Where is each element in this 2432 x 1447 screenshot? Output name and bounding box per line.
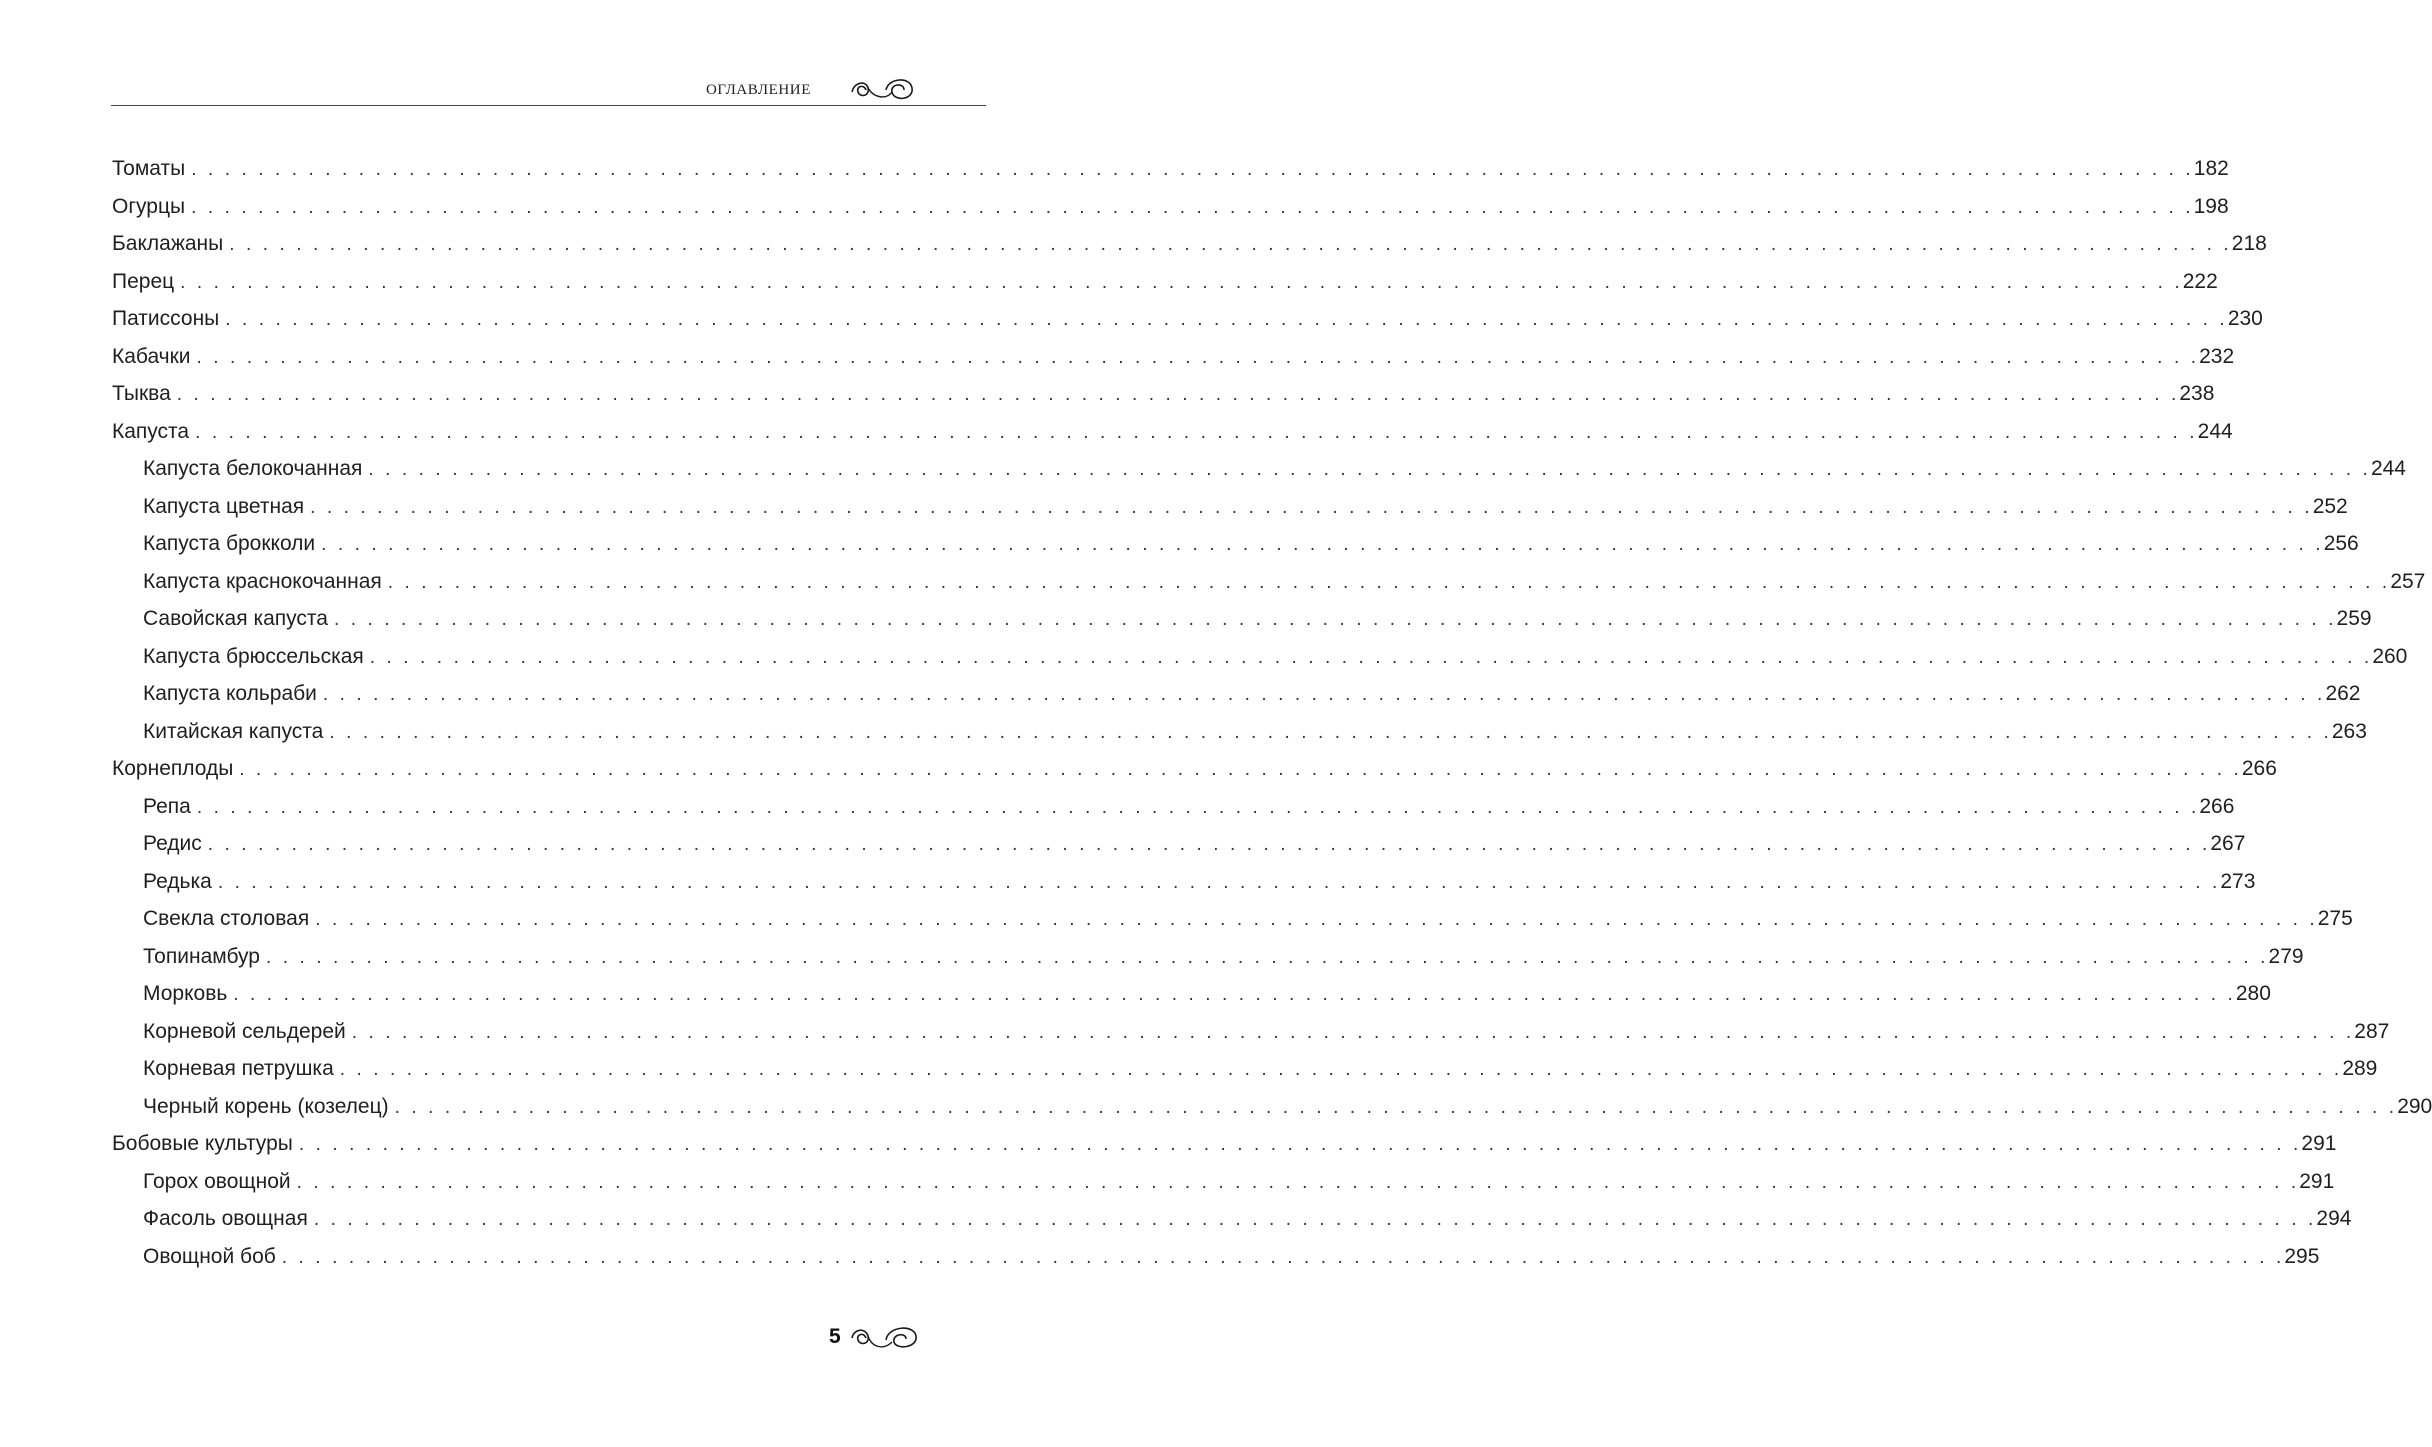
toc-entry-row xyxy=(0,675,2361,713)
toc-entry-title: Капуста краснокочанная xyxy=(143,569,382,593)
toc-page-number: 279 xyxy=(2268,944,2304,968)
toc-page-number: 244 xyxy=(2370,457,2406,480)
toc-dot-leader: . . . . . . . . . . . . . . . . . . . . . . . . . . . . . . . . . . . . . . . . . . . . . . . . . . . . . . . . . . . . . . . . . . . . . . . . . . . . . . . . . . . . . . . . . . . . . . . . . . . . . . . . . . . . . . . . . . . . . . . . xyxy=(369,646,2373,668)
toc-page-number: 182 xyxy=(2193,157,2229,180)
toc-entry-row xyxy=(0,300,2263,338)
toc-entry[interactable] xyxy=(0,525,2359,562)
header-rule xyxy=(111,105,986,106)
toc-entry-title: Тыква xyxy=(112,382,171,405)
toc-entry-row xyxy=(0,788,2235,826)
toc-dot-leader: . . . . . . . . . . . . . . . . . . . . . . . . . . . . . . . . . . . . . . . . . . . . . . . . . . . . . . . . . . . . . . . . . . . . . . . . . . . . . . . . . . . . . . . . . . . . . . . . . . . . . . . . . . . . . . . . . . . . . . . . xyxy=(176,384,2180,405)
toc-entry[interactable] xyxy=(0,1125,2337,1162)
toc-page-number: 260 xyxy=(2372,644,2408,668)
toc-entry-title: Капуста брюссельская xyxy=(143,644,364,668)
toc-page-number: 263 xyxy=(2331,719,2367,743)
toc-dot-leader: . . . . . . . . . . . . . . . . . . . . . . . . . . . . . . . . . . . . . . . . . . . . . . . . . . . . . . . . . . . . . . . . . . . . . . . . . . . . . . . . . . . . . . . . . . . . . . . . . . . . . . . . . . . . . . . . . . . . . . . . xyxy=(225,309,2228,330)
toc-page-number: 280 xyxy=(2235,982,2271,1005)
toc-entry-row xyxy=(0,263,2218,301)
toc-page-number: 238 xyxy=(2179,382,2215,405)
toc-page-number: 198 xyxy=(2193,194,2229,218)
toc-entry-title: Томаты xyxy=(112,157,186,180)
toc-page-number: 218 xyxy=(2231,232,2267,255)
swirl-ornament-icon xyxy=(848,1318,920,1354)
toc-dot-leader: . . . . . . . . . . . . . . . . . . . . . . . . . . . . . . . . . . . . . . . . . . . . . . . . . . . . . . . . . . . . . . . . . . . . . . . . . . . . . . . . . . . . . . . . . . . . . . . . . . . . . . . . . . . . . . . . . . . . . . . . xyxy=(296,1171,2300,1193)
toc-entry[interactable] xyxy=(0,1200,2352,1237)
toc-entry-title: Морковь xyxy=(143,982,228,1005)
toc-entry[interactable] xyxy=(0,225,2267,262)
toc-dot-leader: . . . . . . . . . . . . . . . . . . . . . . . . . . . . . . . . . . . . . . . . . . . . . . . . . . . . . . . . . . . . . . . . . . . . . . . . . . . . . . . . . . . . . . . . . . . . . . . . . . . . . . . . . . . . . . . . . . . . . . . . xyxy=(281,1246,2285,1268)
toc-entry-title: Фасоль овощная xyxy=(143,1207,308,1230)
toc-dot-leader: . . . . . . . . . . . . . . . . . . . . . . . . . . . . . . . . . . . . . . . . . . . . . . . . . . . . . . . . . . . . . . . . . . . . . . . . . . . . . . . . . . . . . . . . . . . . . . . . . . . . . . . . . . . . . . . . . . . . . . . . xyxy=(329,721,2332,743)
toc-dot-leader: . . . . . . . . . . . . . . . . . . . . . . . . . . . . . . . . . . . . . . . . . . . . . . . . . . . . . . . . . . . . . . . . . . . . . . . . . . . . . . . . . . . . . . . . . . . . . . . . . . . . . . . . . . . . . . . . . . . . . . . . xyxy=(387,571,2391,593)
toc-dot-leader: . . . . . . . . . . . . . . . . . . . . . . . . . . . . . . . . . . . . . . . . . . . . . . . . . . . . . . . . . . . . . . . . . . . . . . . . . . . . . . . . . . . . . . . . . . . . . . . . . . . . . . . . . . . . . . . . . . . . . . . . xyxy=(368,459,2371,480)
toc-dot-leader: . . . . . . . . . . . . . . . . . . . . . . . . . . . . . . . . . . . . . . . . . . . . . . . . . . . . . . . . . . . . . . . . . . . . . . . . . . . . . . . . . . . . . . . . . . . . . . . . . . . . . . . . . . . . . . . . . . . . . . . . xyxy=(217,871,2221,893)
toc-entry-title: Корневой сельдерей xyxy=(143,1019,346,1043)
toc-page-number: 267 xyxy=(2210,832,2246,855)
toc-entry[interactable] xyxy=(0,675,2361,712)
toc-entry[interactable] xyxy=(0,263,2218,300)
toc-entry-row xyxy=(0,525,2359,563)
toc-page-number: 291 xyxy=(2299,1169,2335,1193)
toc-entry[interactable] xyxy=(0,900,2353,937)
toc-entry[interactable] xyxy=(0,975,2271,1012)
toc-entry-row xyxy=(0,638,2408,676)
toc-dot-leader: . . . . . . . . . . . . . . . . . . . . . . . . . . . . . . . . . . . . . . . . . . . . . . . . . . . . . . . . . . . . . . . . . . . . . . . . . . . . . . . . . . . . . . . . . . . . . . . . . . . . . . . . . . . . . . . . . . . . . . . . xyxy=(310,496,2313,518)
toc-entry[interactable] xyxy=(0,1013,2390,1050)
toc-dot-leader: . . . . . . . . . . . . . . . . . . . . . . . . . . . . . . . . . . . . . . . . . . . . . . . . . . . . . . . . . . . . . . . . . . . . . . . . . . . . . . . . . . . . . . . . . . . . . . . . . . . . . . . . . . . . . . . . . . . . . . . . xyxy=(394,1096,2398,1118)
toc-entry-title: Капуста xyxy=(112,419,190,443)
toc-page-number: 290 xyxy=(2397,1094,2432,1118)
toc-page-number: 266 xyxy=(2199,794,2235,818)
toc-page-number: 259 xyxy=(2336,607,2372,630)
toc-entry[interactable] xyxy=(0,150,2229,187)
toc-entry-row xyxy=(0,900,2353,938)
toc-entry-title: Кабачки xyxy=(112,344,191,368)
toc-page-number: 266 xyxy=(2241,757,2277,780)
toc-page-number: 222 xyxy=(2182,269,2218,293)
toc-entry-title: Горох овощной xyxy=(143,1169,291,1193)
toc-page-number: 295 xyxy=(2284,1244,2320,1268)
toc-dot-leader: . . . . . . . . . . . . . . . . . . . . . . . . . . . . . . . . . . . . . . . . . . . . . . . . . . . . . . . . . . . . . . . . . . . . . . . . . . . . . . . . . . . . . . . . . . . . . . . . . . . . . . . . . . . . . . . . . . . . . . . . xyxy=(322,684,2326,705)
toc-entry-title: Репа xyxy=(143,794,191,818)
toc-dot-leader: . . . . . . . . . . . . . . . . . . . . . . . . . . . . . . . . . . . . . . . . . . . . . . . . . . . . . . . . . . . . . . . . . . . . . . . . . . . . . . . . . . . . . . . . . . . . . . . . . . . . . . . . . . . . . . . . . . . . . . . . xyxy=(180,271,2183,293)
toc-page-number: 287 xyxy=(2354,1019,2390,1043)
toc-entry-title: Овощной боб xyxy=(143,1244,276,1268)
toc-entry[interactable] xyxy=(0,563,2426,600)
toc-entry-row xyxy=(0,488,2348,526)
toc-entry-row xyxy=(0,1088,2432,1126)
toc-entry-title: Баклажаны xyxy=(112,232,224,255)
toc-dot-leader: . . . . . . . . . . . . . . . . . . . . . . . . . . . . . . . . . . . . . . . . . . . . . . . . . . . . . . . . . . . . . . . . . . . . . . . . . . . . . . . . . . . . . . . . . . . . . . . . . . . . . . . . . . . . . . . . . . . . . . . . xyxy=(233,984,2236,1005)
toc-page-number: 262 xyxy=(2325,682,2361,705)
toc-dot-leader: . . . . . . . . . . . . . . . . . . . . . . . . . . . . . . . . . . . . . . . . . . . . . . . . . . . . . . . . . . . . . . . . . . . . . . . . . . . . . . . . . . . . . . . . . . . . . . . . . . . . . . . . . . . . . . . . . . . . . . . . xyxy=(229,234,2232,255)
toc-entry-title: Бобовые культуры xyxy=(112,1132,293,1155)
toc-page-number: 256 xyxy=(2323,532,2359,555)
toc-entry-title: Корневая петрушка xyxy=(143,1057,334,1080)
toc-entry-title: Капуста брокколи xyxy=(143,532,316,555)
toc-entry[interactable] xyxy=(0,750,2277,787)
toc-entry-title: Редька xyxy=(143,869,212,893)
toc-entry[interactable] xyxy=(0,938,2304,975)
toc-entry[interactable] xyxy=(0,300,2263,337)
toc-page-number: 230 xyxy=(2227,307,2263,330)
toc-entry-title: Савойская капуста xyxy=(143,607,328,630)
toc-entry[interactable] xyxy=(0,863,2256,900)
toc-entry-title: Редис xyxy=(143,832,202,855)
toc-page-number: 275 xyxy=(2317,907,2353,930)
page-number: 5 xyxy=(829,1325,841,1348)
toc-entry-title: Капуста белокочанная xyxy=(143,457,363,480)
toc-dot-leader: . . . . . . . . . . . . . . . . . . . . . . . . . . . . . . . . . . . . . . . . . . . . . . . . . . . . . . . . . . . . . . . . . . . . . . . . . . . . . . . . . . . . . . . . . . . . . . . . . . . . . . . . . . . . . . . . . . . . . . . . xyxy=(265,946,2269,968)
toc-page-number: 294 xyxy=(2316,1207,2352,1230)
toc-dot-leader: . . . . . . . . . . . . . . . . . . . . . . . . . . . . . . . . . . . . . . . . . . . . . . . . . . . . . . . . . . . . . . . . . . . . . . . . . . . . . . . . . . . . . . . . . . . . . . . . . . . . . . . . . . . . . . . . . . . . . . . . xyxy=(191,196,2194,218)
toc-dot-leader: . . . . . . . . . . . . . . . . . . . . . . . . . . . . . . . . . . . . . . . . . . . . . . . . . . . . . . . . . . . . . . . . . . . . . . . . . . . . . . . . . . . . . . . . . . . . . . . . . . . . . . . . . . . . . . . . . . . . . . . . xyxy=(321,534,2324,555)
toc-entry[interactable] xyxy=(0,450,2406,487)
toc-entry-row xyxy=(0,450,2406,488)
toc-entry[interactable] xyxy=(0,825,2246,862)
toc-dot-leader: . . . . . . . . . . . . . . . . . . . . . . . . . . . . . . . . . . . . . . . . . . . . . . . . . . . . . . . . . . . . . . . . . . . . . . . . . . . . . . . . . . . . . . . . . . . . . . . . . . . . . . . . . . . . . . . . . . . . . . . . xyxy=(315,909,2318,930)
toc-entry[interactable] xyxy=(0,413,2233,450)
toc-entry-row xyxy=(0,1163,2335,1201)
toc-entry[interactable] xyxy=(0,1163,2335,1200)
toc-entry[interactable] xyxy=(0,638,2408,675)
toc-dot-leader: . . . . . . . . . . . . . . . . . . . . . . . . . . . . . . . . . . . . . . . . . . . . . . . . . . . . . . . . . . . . . . . . . . . . . . . . . . . . . . . . . . . . . . . . . . . . . . . . . . . . . . . . . . . . . . . . . . . . . . . . xyxy=(196,796,2200,818)
toc-dot-leader: . . . . . . . . . . . . . . . . . . . . . . . . . . . . . . . . . . . . . . . . . . . . . . . . . . . . . . . . . . . . . . . . . . . . . . . . . . . . . . . . . . . . . . . . . . . . . . . . . . . . . . . . . . . . . . . . . . . . . . . . xyxy=(333,609,2337,630)
toc-dot-leader: . . . . . . . . . . . . . . . . . . . . . . . . . . . . . . . . . . . . . . . . . . . . . . . . . . . . . . . . . . . . . . . . . . . . . . . . . . . . . . . . . . . . . . . . . . . . . . . . . . . . . . . . . . . . . . . . . . . . . . . . xyxy=(196,346,2200,368)
toc-dot-leader: . . . . . . . . . . . . . . . . . . . . . . . . . . . . . . . . . . . . . . . . . . . . . . . . . . . . . . . . . . . . . . . . . . . . . . . . . . . . . . . . . . . . . . . . . . . . . . . . . . . . . . . . . . . . . . . . . . . . . . . . xyxy=(351,1021,2355,1043)
toc-entry[interactable] xyxy=(0,488,2348,525)
toc-entry-row xyxy=(0,150,2229,188)
toc-entry-title: Перец xyxy=(112,269,175,293)
toc-entry-row xyxy=(0,338,2235,376)
toc-entry-row xyxy=(0,938,2304,976)
toc-entry-title: Китайская капуста xyxy=(143,719,324,743)
toc-page-number: 244 xyxy=(2197,419,2233,443)
toc-entry[interactable] xyxy=(0,1088,2432,1125)
toc-entry-row xyxy=(0,825,2246,863)
toc-entry[interactable] xyxy=(0,338,2235,375)
toc-entry-row xyxy=(0,600,2372,638)
toc-entry[interactable] xyxy=(0,375,2215,412)
toc-entry-row xyxy=(0,1013,2390,1051)
toc-entry-row xyxy=(0,563,2426,601)
toc-entry[interactable] xyxy=(0,600,2372,637)
toc-entry-title: Патиссоны xyxy=(112,307,220,330)
toc-entry-row xyxy=(0,188,2229,226)
toc-entry-row xyxy=(0,975,2271,1013)
toc-entry[interactable] xyxy=(0,188,2229,225)
toc-entry-row xyxy=(0,713,2367,751)
toc-dot-leader: . . . . . . . . . . . . . . . . . . . . . . . . . . . . . . . . . . . . . . . . . . . . . . . . . . . . . . . . . . . . . . . . . . . . . . . . . . . . . . . . . . . . . . . . . . . . . . . . . . . . . . . . . . . . . . . . . . . . . . . . xyxy=(313,1209,2317,1230)
toc-entry-title: Свекла столовая xyxy=(143,907,310,930)
toc-entry-title: Черный корень (козелец) xyxy=(143,1094,389,1118)
toc-entry-row xyxy=(0,375,2215,413)
toc-page-number: 273 xyxy=(2220,869,2256,893)
toc-page-number: 291 xyxy=(2301,1132,2337,1155)
toc-entry-title: Топинамбур xyxy=(143,944,260,968)
toc-page-number: 257 xyxy=(2390,569,2426,593)
toc-entry-title: Огурцы xyxy=(112,194,186,218)
toc-entry-title: Капуста кольраби xyxy=(143,682,317,705)
toc-page-number: 252 xyxy=(2312,494,2348,518)
toc-entry[interactable] xyxy=(0,1050,2378,1087)
toc-page-number: 232 xyxy=(2199,344,2235,368)
toc-entry[interactable] xyxy=(0,713,2367,750)
toc-entry-row xyxy=(0,1200,2352,1238)
toc-dot-leader: . . . . . . . . . . . . . . . . . . . . . . . . . . . . . . . . . . . . . . . . . . . . . . . . . . . . . . . . . . . . . . . . . . . . . . . . . . . . . . . . . . . . . . . . . . . . . . . . . . . . . . . . . . . . . . . . . . . . . . . . xyxy=(195,421,2198,443)
toc-dot-leader: . . . . . . . . . . . . . . . . . . . . . . . . . . . . . . . . . . . . . . . . . . . . . . . . . . . . . . . . . . . . . . . . . . . . . . . . . . . . . . . . . . . . . . . . . . . . . . . . . . . . . . . . . . . . . . . . . . . . . . . . xyxy=(298,1134,2302,1155)
toc-entry[interactable] xyxy=(0,1238,2320,1275)
toc-dot-leader: . . . . . . . . . . . . . . . . . . . . . . . . . . . . . . . . . . . . . . . . . . . . . . . . . . . . . . . . . . . . . . . . . . . . . . . . . . . . . . . . . . . . . . . . . . . . . . . . . . . . . . . . . . . . . . . . . . . . . . . . xyxy=(207,834,2211,855)
running-header-title: ОГЛАВЛЕНИЕ xyxy=(706,82,811,98)
toc-entry[interactable] xyxy=(0,788,2235,825)
toc-entry-row xyxy=(0,1125,2337,1163)
toc-dot-leader: . . . . . . . . . . . . . . . . . . . . . . . . . . . . . . . . . . . . . . . . . . . . . . . . . . . . . . . . . . . . . . . . . . . . . . . . . . . . . . . . . . . . . . . . . . . . . . . . . . . . . . . . . . . . . . . . . . . . . . . . xyxy=(191,159,2194,180)
toc-entry-row xyxy=(0,1238,2320,1276)
toc-dot-leader: . . . . . . . . . . . . . . . . . . . . . . . . . . . . . . . . . . . . . . . . . . . . . . . . . . . . . . . . . . . . . . . . . . . . . . . . . . . . . . . . . . . . . . . . . . . . . . . . . . . . . . . . . . . . . . . . . . . . . . . . xyxy=(239,759,2242,780)
toc-entry-title: Корнеплоды xyxy=(112,757,234,780)
toc-page-number: 289 xyxy=(2342,1057,2378,1080)
toc-dot-leader: . . . . . . . . . . . . . . . . . . . . . . . . . . . . . . . . . . . . . . . . . . . . . . . . . . . . . . . . . . . . . . . . . . . . . . . . . . . . . . . . . . . . . . . . . . . . . . . . . . . . . . . . . . . . . . . . . . . . . . . . xyxy=(339,1059,2343,1080)
toc-entry-title: Капуста цветная xyxy=(143,494,305,518)
toc-entry-row xyxy=(0,863,2256,901)
swirl-ornament-icon xyxy=(846,70,918,106)
toc-entry-row xyxy=(0,225,2267,263)
toc-entry-row xyxy=(0,750,2277,788)
toc-entry-row xyxy=(0,413,2233,451)
toc-entry-row xyxy=(0,1050,2378,1088)
